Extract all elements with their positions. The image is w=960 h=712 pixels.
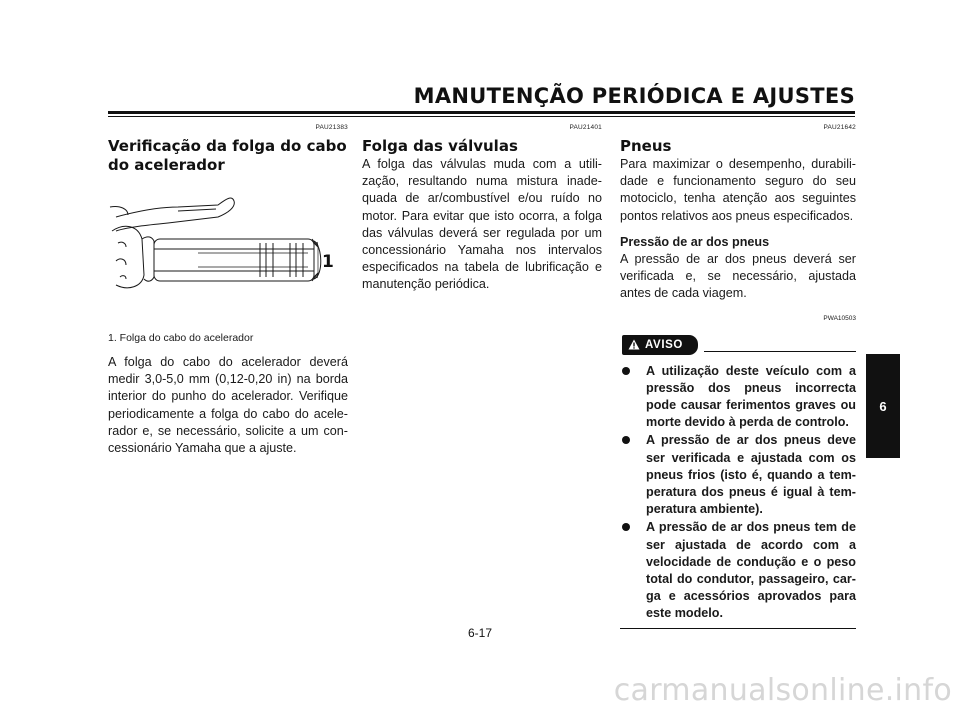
chapter-tab: 6 [866, 354, 900, 458]
section-body: A folga das válvulas muda com a utili-zação, resultando numa mistura inade-quada de ar/combustível e/ou ruído no motor. Para evitar que isto ocorra, a folga das válvulas deverá ser regulada por um concessionário Yamaha nos intervalos especificados na tabela de lubrificação e manutenção periódica. [362, 157, 602, 292]
section-code: PAU21401 [569, 124, 602, 131]
warning-list [620, 363, 856, 623]
warning-text: A utilização deste veículo com a pressão dos pneus incorrecta pode causar ferimentos graves ou morte devido à perda de controlo. [646, 363, 856, 430]
list-item [620, 519, 856, 622]
warning-header [620, 333, 856, 357]
header-rule-thick [108, 111, 855, 114]
section-code: PAU21383 [315, 124, 348, 131]
list-item [620, 363, 856, 432]
warning-triangle-icon [628, 339, 640, 350]
throttle-grip-illustration [108, 187, 348, 315]
bullet-icon [622, 436, 630, 444]
section-code: PAU21642 [823, 124, 856, 131]
warning-code: PWA10503 [823, 314, 856, 322]
column-throttle-cable [108, 124, 348, 457]
watermark: carmanualsonline.info [613, 673, 952, 708]
bullet-icon [622, 367, 630, 375]
figure-caption: 1. Folga do cabo do acelerador [108, 332, 254, 344]
section-title: Verificação da folga do cabo do acelerador [108, 137, 347, 174]
subsection-body: A pressão de ar dos pneus deverá ser verificada e, se necessário, ajustada antes de cada viagem. [620, 252, 856, 301]
section-title: Folga das válvulas [362, 137, 518, 155]
figure-label: 1 [322, 252, 334, 272]
column-valve-clearance [362, 124, 602, 294]
list-item [620, 432, 856, 518]
page-number: 6-17 [467, 626, 493, 640]
header-rule-thin [108, 116, 855, 117]
warning-label: AVISO [645, 338, 683, 351]
warning-rule [704, 351, 856, 352]
warning-badge [622, 335, 698, 355]
section-header-title: MANUTENÇÃO PERIÓDICA E AJUSTES [413, 84, 855, 108]
bullet-icon [622, 523, 630, 531]
subsection-title: Pressão de ar dos pneus [620, 234, 770, 249]
section-body: A folga do cabo do acelerador deverá medir 3,0-5,0 mm (0,12-0,20 in) na borda interior do punho do acelerador. Verifique periodicamente a folga do cabo do acele-rador e, se necessário, solicite a um con-cessionário Yamaha que a ajuste. [108, 355, 348, 456]
warning-text: A pressão de ar dos pneus deve ser verificada e ajustada com os pneus frios (isto é, quando a tem-peratura dos pneus é igual à tem-peratura ambiente). [646, 433, 856, 517]
column-tires [620, 124, 856, 629]
section-intro: Para maximizar o desempenho, durabili-dade e funcionamento seguro do seu motociclo, tenha atenção aos seguintes pontos relativos aos pneus especificados. [620, 157, 856, 223]
warning-text: A pressão de ar dos pneus tem de ser ajustada de acordo com a velocidade de condução e o peso total do condutor, passageiro, car-ga e acessórios aprovados para este modelo. [646, 520, 856, 621]
section-title: Pneus [620, 137, 672, 155]
